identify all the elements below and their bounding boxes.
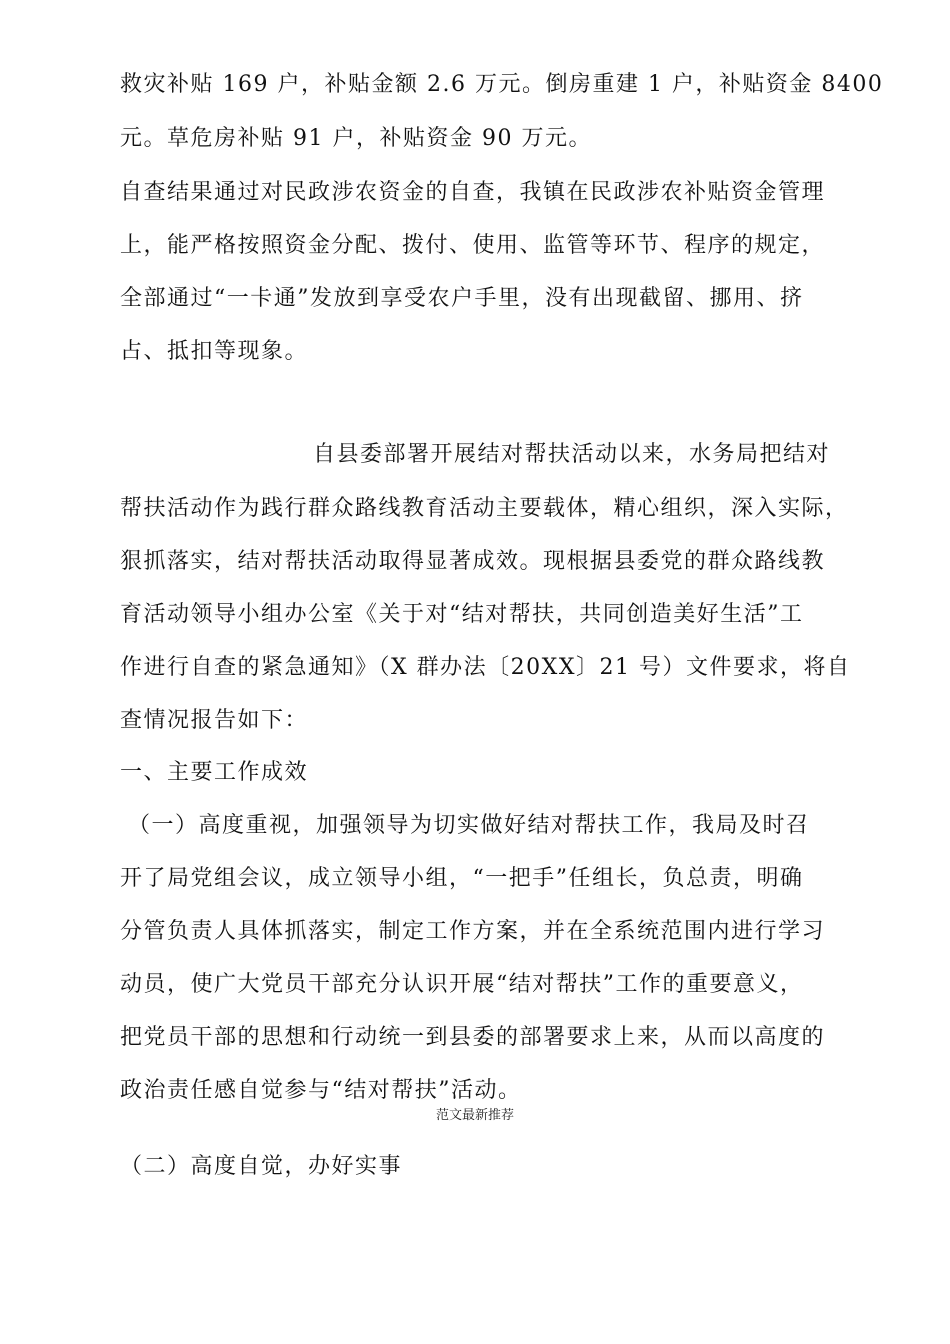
paragraph-line: 开了局党组会议，成立领导小组，“一把手”任组长，负总责，明确 [120,866,804,891]
paragraph-line: 自查结果通过对民政涉农资金的自查，我镇在民政涉农补贴资金管理 [120,180,826,205]
paragraph-line: 作进行自查的紧急通知》（X 群办法〔20XX〕21 号）文件要求，将自 [120,655,851,680]
paragraph-line: 帮扶活动作为践行群众路线教育活动主要载体，精心组织，深入实际， [120,496,849,521]
paragraph-line: 元。草危房补贴 91 户，补贴资金 90 万元。 [120,126,592,151]
paragraph-line: 自县委部署开展结对帮扶活动以来，水务局把结对 [313,442,831,467]
paragraph-line: 动员，使广大党员干部充分认识开展“结对帮扶”工作的重要意义， [120,972,804,997]
paragraph-line: 狠抓落实，结对帮扶活动取得显著成效。现根据县委党的群众路线教 [120,549,826,574]
subsection-heading: （二）高度自觉，办好实事 [120,1154,403,1179]
paragraph-line: 查情况报告如下： [120,708,309,733]
paragraph-line: 全部通过“一卡通”发放到享受农户手里，没有出现截留、挪用、挤 [120,286,804,311]
paragraph-line: 上，能严格按照资金分配、拨付、使用、监管等环节、程序的规定， [120,233,826,258]
footer-note: 范文最新推荐 [435,1108,514,1123]
paragraph-line: （一）高度重视，加强领导为切实做好结对帮扶工作，我局及时召 [128,813,810,838]
section-heading: 一、主要工作成效 [120,760,309,785]
paragraph-line: 政治责任感自觉参与“结对帮扶”活动。 [120,1078,522,1103]
paragraph-line: 救灾补贴 169 户，补贴金额 2.6 万元。倒房重建 1 户，补贴资金 8400 [120,72,884,97]
paragraph-line: 分管负责人具体抓落实，制定工作方案，并在全系统范围内进行学习 [120,919,826,944]
paragraph-line: 育活动领导小组办公室《关于对“结对帮扶，共同创造美好生活”工 [120,602,804,627]
paragraph-line: 占、抵扣等现象。 [120,339,309,364]
paragraph-line: 把党员干部的思想和行动统一到县委的部署要求上来，从而以高度的 [120,1025,826,1050]
